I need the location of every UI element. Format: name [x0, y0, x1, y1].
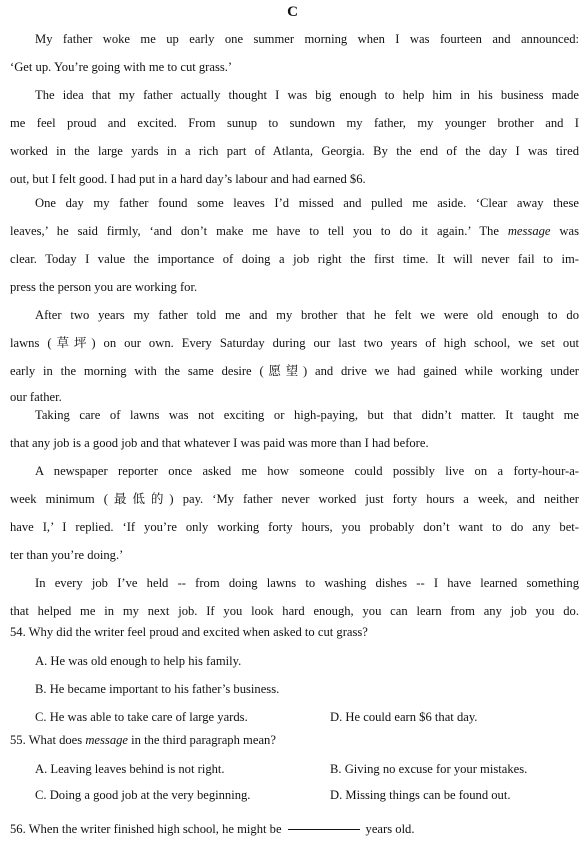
question-text: What does message in the third paragraph mean?: [28, 733, 276, 747]
passage-line: My father woke me up early one summer morning when I was fourteen and announced:: [35, 32, 579, 46]
passage-line: ter than you’re doing.’: [10, 548, 124, 562]
question-number: 55.: [10, 733, 26, 747]
q54-option-b[interactable]: B. He became important to his father’s business.: [35, 682, 280, 696]
passage-line: A newspaper reporter once asked me how someone could possibly live on a forty-hour-a-: [35, 464, 579, 478]
q54-option-a[interactable]: A. He was old enough to help his family.: [35, 654, 242, 668]
passage-line: ‘Get up. You’re going with me to cut grass.’: [10, 60, 233, 74]
passage-line: lawns (草坪) on our own. Every Saturday during our last two years of high school, we set out: [10, 336, 579, 350]
passage-line: worked in the large yards in a rich part of Atlanta, Georgia. By the end of the day I was tired: [10, 144, 579, 158]
question-text: Why did the writer feel proud and excited when asked to cut grass?: [28, 625, 368, 639]
passage-line: me feel proud and excited. From sunup to sundown my father, my younger brother and I: [10, 116, 579, 130]
q54-option-c[interactable]: C. He was able to take care of large yards.: [35, 710, 248, 724]
passage-line: that any job is a good job and that whatever I was paid was more than I had before.: [10, 436, 429, 450]
passage-line: press the person you are working for.: [10, 280, 198, 294]
question-number: 56.: [10, 822, 26, 836]
q54-option-d[interactable]: D. He could earn $6 that day.: [330, 710, 478, 724]
passage-line: our father.: [10, 390, 62, 404]
passage-line: have I,’ I replied. ‘If you’re only working forty hours, you probably don’t want to do any bet-: [10, 520, 579, 534]
passage-line: week minimum (最低的) pay. ‘My father never worked just forty hours a week, and neither: [10, 492, 579, 506]
q55-option-b[interactable]: B. Giving no excuse for your mistakes.: [330, 762, 528, 776]
answer-blank[interactable]: [288, 829, 360, 830]
passage-line: After two years my father told me and my brother that he felt we were old enough to do: [35, 308, 579, 322]
q55-option-a[interactable]: A. Leaving leaves behind is not right.: [35, 762, 225, 776]
passage-line: leaves,’ he said firmly, ‘and don’t make me have to tell you to do it again.’ The message was: [10, 224, 579, 238]
section-heading: C: [287, 4, 298, 20]
question-56: [10, 822, 415, 837]
question-text-after: years old.: [365, 822, 415, 836]
passage-line: out, but I felt good. I had put in a hard day’s labour and had earned $6.: [10, 172, 366, 186]
passage-line: clear. Today I value the importance of doing a job right the first time. It will never fail to im-: [10, 252, 579, 266]
passage-line: that helped me in my next job. If you look hard enough, you can learn from any job you do.: [10, 604, 579, 618]
passage-line: Taking care of lawns was not exciting or high-paying, but that didn’t matter. It taught me: [35, 408, 579, 422]
q55-option-c[interactable]: C. Doing a good job at the very beginning.: [35, 788, 251, 802]
keyword-message: message: [507, 224, 551, 238]
passage-line: The idea that my father actually thought I was big enough to help him in his business made: [35, 88, 579, 102]
question-54: [10, 625, 368, 640]
question-55: [10, 733, 276, 748]
passage-line: One day my father found some leaves I’d missed and pulled me aside. ‘Clear away these: [35, 196, 579, 210]
passage-line: In every job I’ve held -- from doing lawns to washing dishes -- I have learned something: [35, 576, 579, 590]
q55-option-d[interactable]: D. Missing things can be found out.: [330, 788, 511, 802]
question-text-before: When the writer finished high school, he might be: [28, 822, 282, 836]
passage-line: early in the morning with the same desire (愿望) and drive we had gained while working under: [10, 364, 579, 378]
question-number: 54.: [10, 625, 26, 639]
